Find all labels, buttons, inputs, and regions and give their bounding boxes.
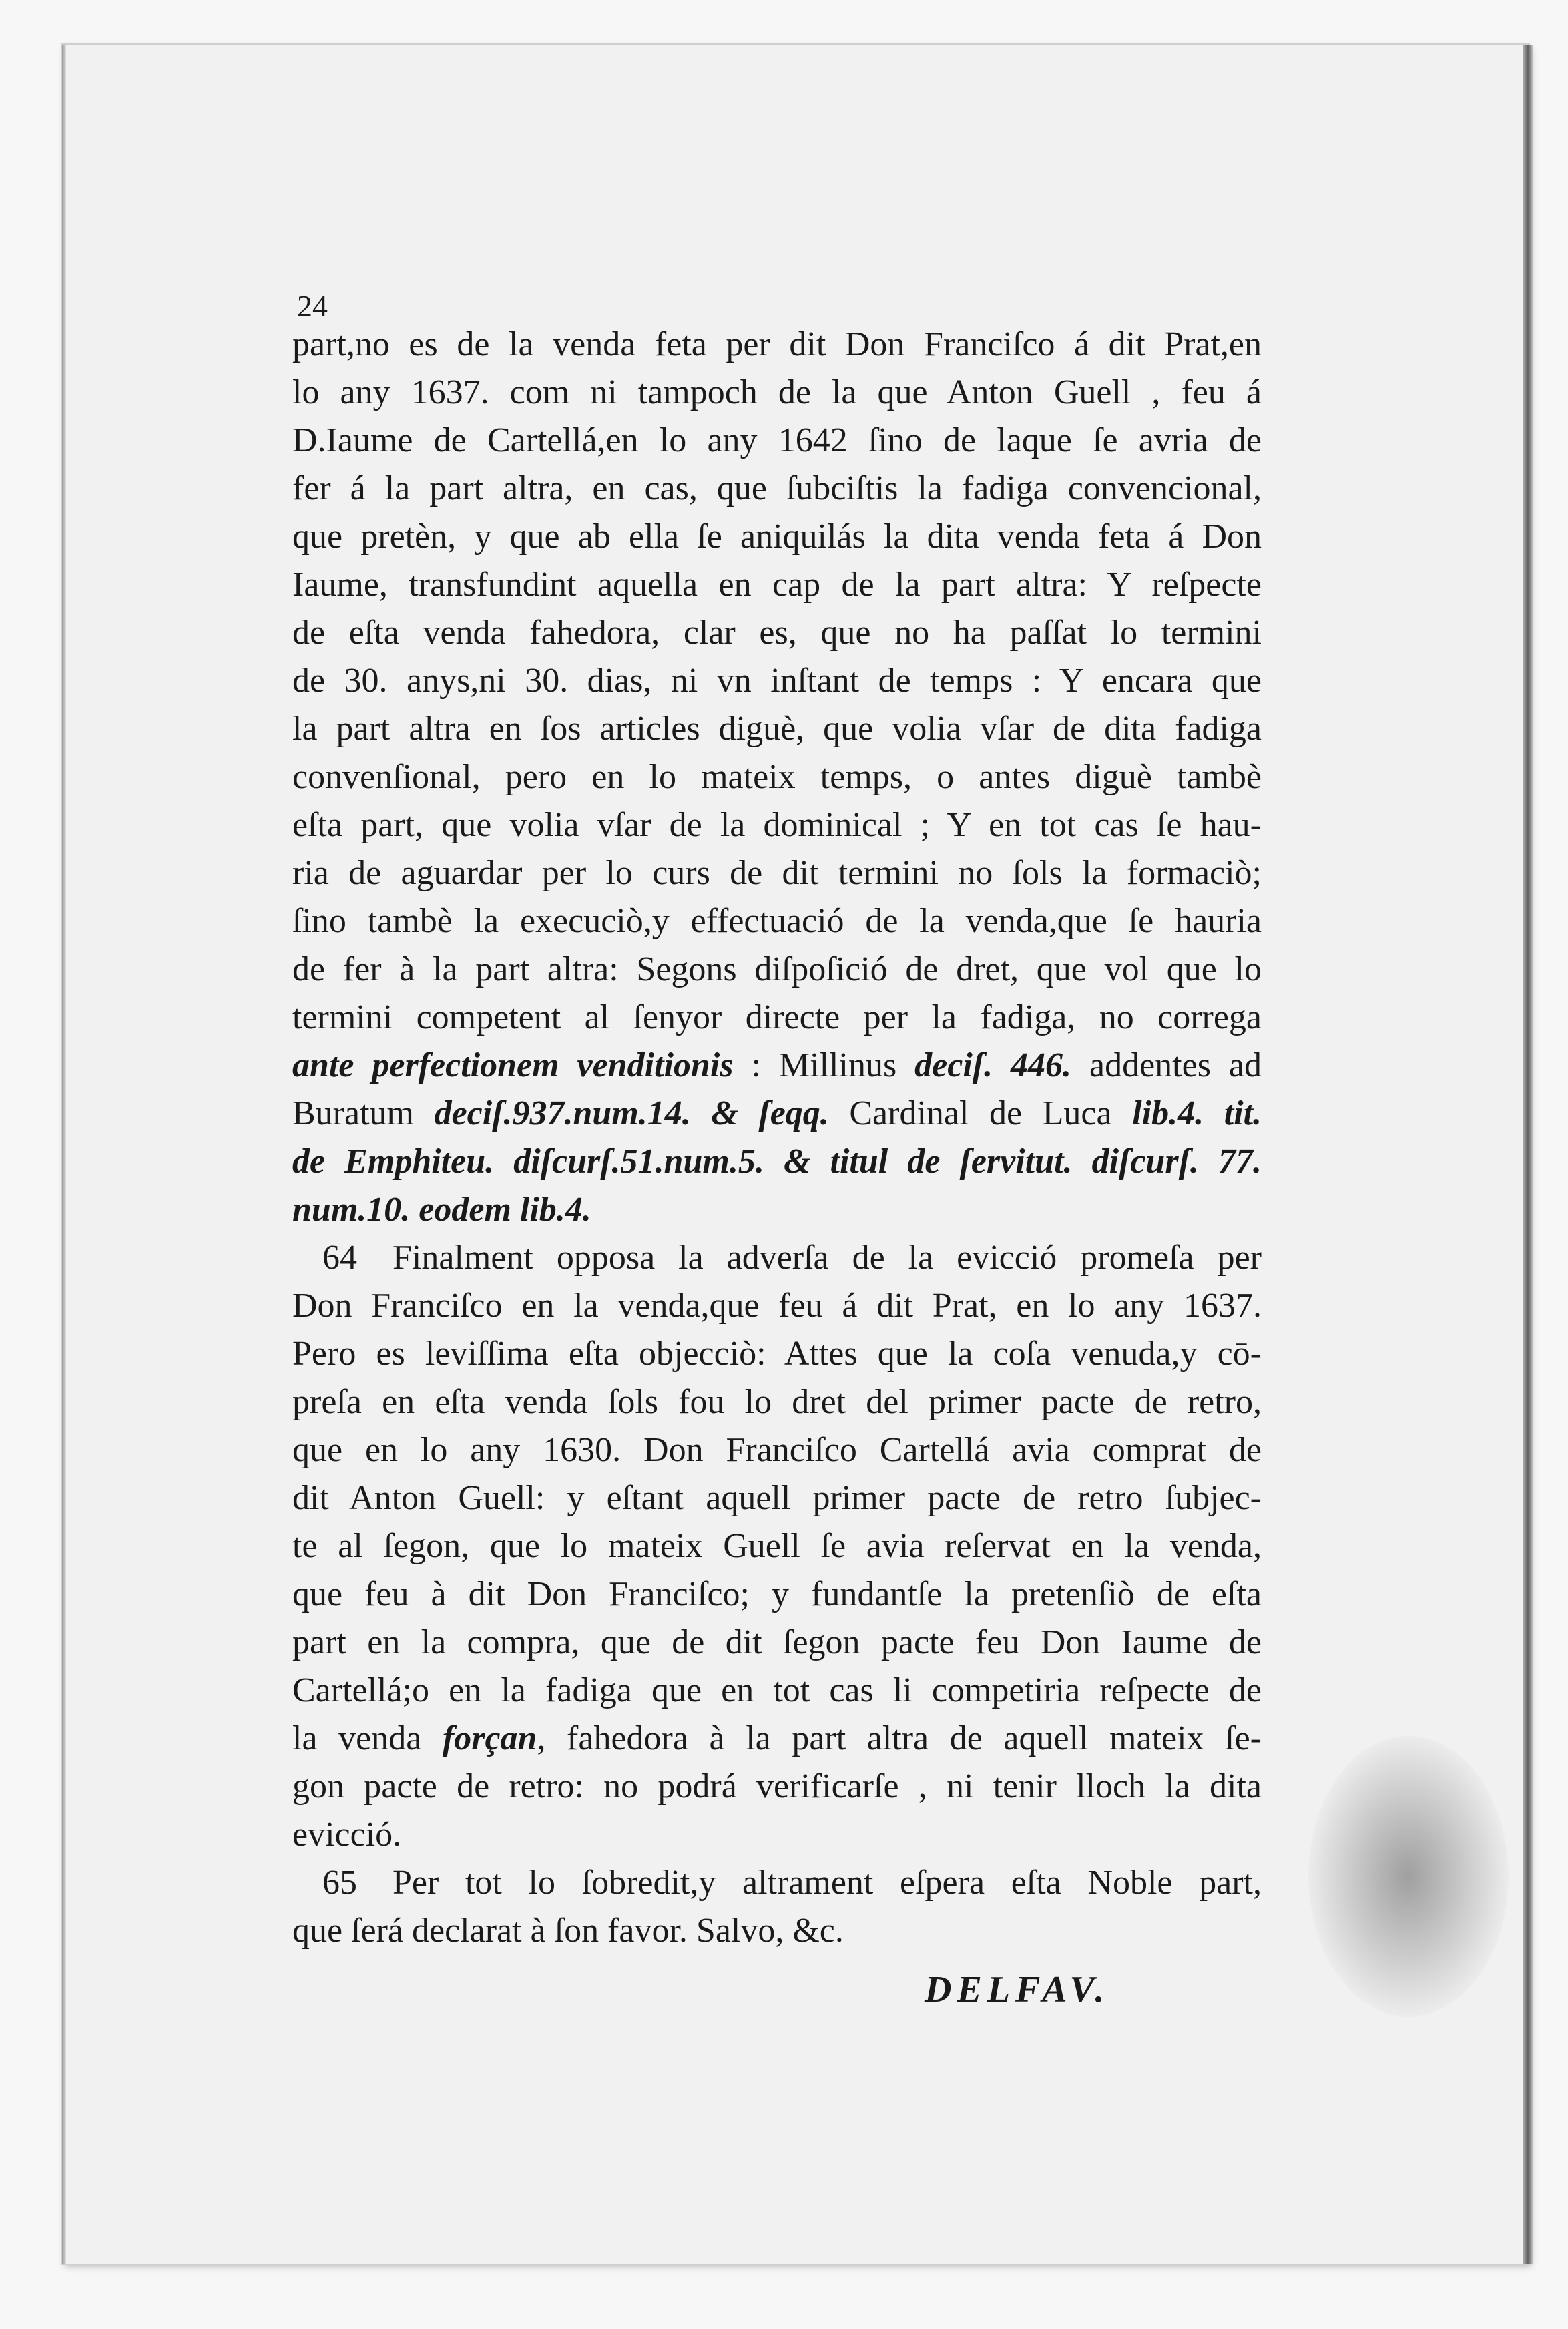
text-line — [292, 1042, 1262, 1090]
citation-text: ante perfectionem venditionis — [292, 1046, 734, 1084]
text-run: te al ſegon, que lo mateix Guell ſe avia reſervat en la venda, — [292, 1527, 1262, 1565]
text-line — [292, 1474, 1262, 1522]
text-line — [292, 994, 1262, 1042]
text-line — [292, 513, 1262, 561]
body-text — [292, 321, 1262, 1955]
text-run: que en lo any 1630. Don Franciſco Cartellá avia comprat de — [292, 1431, 1262, 1469]
text-run: de eſta venda fahedora, clar es, que no ha paſſat lo termini — [292, 614, 1262, 652]
text-line — [292, 705, 1262, 753]
text-run: ſino tambè la execuciò,y effectuació de la venda,que ſe hauria — [292, 902, 1262, 940]
text-run: addentes ad — [1071, 1046, 1262, 1084]
paragraph-start-line — [292, 1859, 1262, 1907]
text-line — [292, 1330, 1262, 1378]
text-line — [292, 753, 1262, 801]
text-run: gon pacte de retro: no podrá verificarſe , ni tenir lloch la dita — [292, 1767, 1262, 1806]
text-run: la venda — [292, 1719, 443, 1757]
text-line — [292, 1907, 1262, 1955]
text-line — [292, 417, 1262, 465]
text-line — [292, 1811, 1262, 1859]
text-line — [292, 1282, 1262, 1330]
text-line — [292, 1570, 1262, 1619]
text-run: Pero es leviſſima eſta objecciò: Attes que la coſa venuda,y cō- — [292, 1335, 1262, 1373]
text-run: que pretèn, y que ab ella ſe aniquilás la dita venda feta á Don — [292, 517, 1262, 556]
citation-text: forçan — [442, 1719, 537, 1757]
text-run: la part altra en ſos articles diguè, que volia vſar de dita fadiga — [292, 710, 1262, 748]
text-run: D.Iaume de Cartellá,en lo any 1642 ſino de laque ſe avria de — [292, 421, 1262, 459]
text-run: que feu à dit Don Franciſco; y fundantſe la pretenſiò de eſta — [292, 1575, 1262, 1613]
citation-text: lib.4. tit. — [1132, 1094, 1262, 1132]
text-run: eſta part, que volia vſar de la dominical ; Y en tot cas ſe hau- — [292, 806, 1262, 844]
text-line — [292, 1186, 1262, 1234]
text-run: Cardinal de Luca — [828, 1094, 1133, 1132]
text-run: Don Franciſco en la venda,que feu á dit Prat, en lo any 1637. — [292, 1287, 1262, 1325]
text-line — [292, 1426, 1262, 1474]
citation-text: num.10. eodem lib.4. — [292, 1191, 591, 1229]
text-line — [292, 1378, 1262, 1426]
text-run: lo any 1637. com ni tampoch de la que Anton Guell , feu á — [292, 373, 1262, 411]
paragraph-start-line — [292, 1234, 1262, 1282]
text-line — [292, 1619, 1262, 1667]
text-line — [292, 1090, 1262, 1138]
citation-text: de Emphiteu. diſcurſ.51.num.5. & titul de ſervitut. diſcurſ. 77. — [292, 1142, 1262, 1181]
text-line — [292, 849, 1262, 897]
text-line — [292, 1763, 1262, 1811]
text-line — [292, 561, 1262, 609]
paragraph-number: 65 — [322, 1864, 357, 1902]
text-run: dit Anton Guell: y eſtant aquell primer pacte de retro ſubjec- — [292, 1479, 1262, 1517]
page-edge-right — [1523, 45, 1533, 2264]
text-line — [292, 897, 1262, 945]
text-run: Buratum — [292, 1094, 435, 1132]
text-line — [292, 321, 1262, 369]
stain — [1308, 1736, 1509, 2017]
text-line — [292, 609, 1262, 657]
paragraph-text — [393, 1859, 1262, 1907]
text-line — [292, 1715, 1262, 1763]
text-run: preſa en eſta venda ſols fou lo dret del primer pacte de retro, — [292, 1383, 1262, 1421]
text-run: : Millinus — [733, 1046, 915, 1084]
text-run: part,no es de la venda feta per dit Don Franciſco á dit Prat,en — [292, 325, 1262, 363]
text-run: de 30. anys,ni 30. dias, ni vn inſtant de temps : Y encara que — [292, 662, 1262, 700]
text-line — [292, 1667, 1262, 1715]
text-run: evicció. — [292, 1816, 402, 1854]
text-line — [292, 1138, 1262, 1186]
text-line — [292, 369, 1262, 417]
text-line — [292, 657, 1262, 705]
citation-text: deciſ.937.num.14. & ſeqq. — [434, 1094, 829, 1132]
text-run: Iaume, transfundint aquella en cap de la part altra: Y reſpecte — [292, 566, 1262, 604]
page-number: 24 — [297, 289, 328, 323]
text-run: que ſerá declarat à ſon favor. Salvo, &c. — [292, 1912, 844, 1950]
page-edge-left — [62, 45, 66, 2264]
text-run: part en la compra, que de dit ſegon pacte feu Don Iaume de — [292, 1623, 1262, 1661]
paragraph-number: 64 — [322, 1239, 357, 1277]
text-run: Finalment opposa la adverſa de la evicció promeſa per — [393, 1239, 1262, 1277]
text-line — [292, 1522, 1262, 1570]
text-run: de fer à la part altra: Segons diſpoſició de dret, que vol que lo — [292, 950, 1262, 988]
text-run: termini competent al ſenyor directe per la fadiga, no correga — [292, 998, 1262, 1036]
text-line — [292, 801, 1262, 849]
citation-text: deciſ. 446. — [914, 1046, 1072, 1084]
text-run: fer á la part altra, en cas, que ſubciſtis la fadiga convencional, — [292, 469, 1262, 507]
text-run: , fahedora à la part altra de aquell mateix ſe- — [537, 1719, 1262, 1757]
signature: DELFAV. — [925, 1969, 1110, 2010]
text-run: ria de aguardar per lo curs de dit termini no ſols la formaciò; — [292, 854, 1262, 892]
text-line — [292, 945, 1262, 994]
text-line — [292, 465, 1262, 513]
text-run: convenſional, pero en lo mateix temps, o antes diguè tambè — [292, 758, 1262, 796]
text-run: Per tot lo ſobredit,y altrament eſpera eſta Noble part, — [393, 1864, 1262, 1902]
text-run: Cartellá;o en la fadiga que en tot cas li competiria reſpecte de — [292, 1671, 1262, 1709]
paragraph-text — [393, 1234, 1262, 1282]
